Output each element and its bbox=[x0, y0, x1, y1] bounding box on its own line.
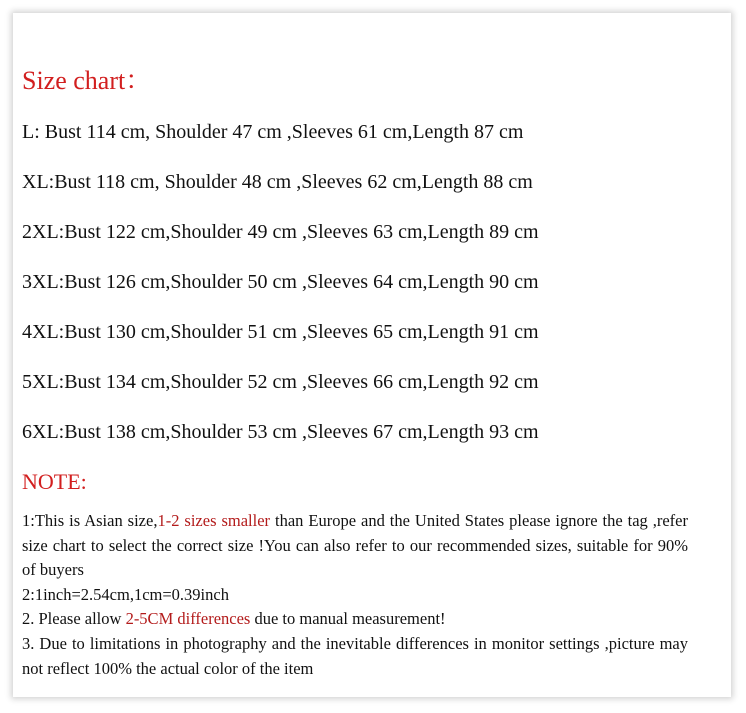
note-3-highlight: 2-5CM differences bbox=[125, 609, 251, 629]
size-rows bbox=[22, 118, 722, 468]
size-chart-card bbox=[13, 13, 731, 697]
size-row-2xl: 2XL:Bust 122 cm,Shoulder 49 cm ,Sleeves 63 cm,Length 89 cm bbox=[22, 221, 539, 243]
size-row-3xl: 3XL:Bust 126 cm,Shoulder 50 cm ,Sleeves 64 cm,Length 90 cm bbox=[22, 271, 539, 293]
note-3-end: due to manual measurement! bbox=[250, 609, 446, 629]
size-chart-title: Size chart： bbox=[22, 66, 152, 95]
note-1-highlight: 1-2 sizes smaller bbox=[157, 511, 271, 530]
size-row-6xl: 6XL:Bust 138 cm,Shoulder 53 cm ,Sleeves 67 cm,Length 93 cm bbox=[22, 421, 539, 443]
note-3-start: 2. Please allow bbox=[22, 609, 126, 629]
note-1-start: 1:This is Asian size, bbox=[22, 511, 158, 530]
note-1-end: than Europe and the United States please ignore the tag ,refer size chart to select the correct size !You can also refer to our recommended sizes, suitable for 90% of buyers bbox=[22, 511, 688, 580]
note-asian-size bbox=[22, 509, 688, 583]
note-heading: NOTE: bbox=[22, 469, 87, 494]
note-color-difference: 3. Due to limitations in photography and the inevitable differences in monitor settings ,picture may not reflect 100% the actual color of the item bbox=[22, 633, 688, 678]
notes-block bbox=[22, 509, 688, 681]
note-unit-conversion: 2:1inch=2.54cm,1cm=0.39inch bbox=[22, 584, 229, 604]
size-row-xl: XL:Bust 118 cm, Shoulder 48 cm ,Sleeves 62 cm,Length 88 cm bbox=[22, 171, 533, 193]
size-row-5xl: 5XL:Bust 134 cm,Shoulder 52 cm ,Sleeves 66 cm,Length 92 cm bbox=[22, 371, 539, 393]
note-measurement-difference bbox=[22, 607, 688, 632]
size-row-4xl: 4XL:Bust 130 cm,Shoulder 51 cm ,Sleeves 65 cm,Length 91 cm bbox=[22, 321, 539, 343]
size-row-l: L: Bust 114 cm, Shoulder 47 cm ,Sleeves 61 cm,Length 87 cm bbox=[22, 121, 524, 143]
